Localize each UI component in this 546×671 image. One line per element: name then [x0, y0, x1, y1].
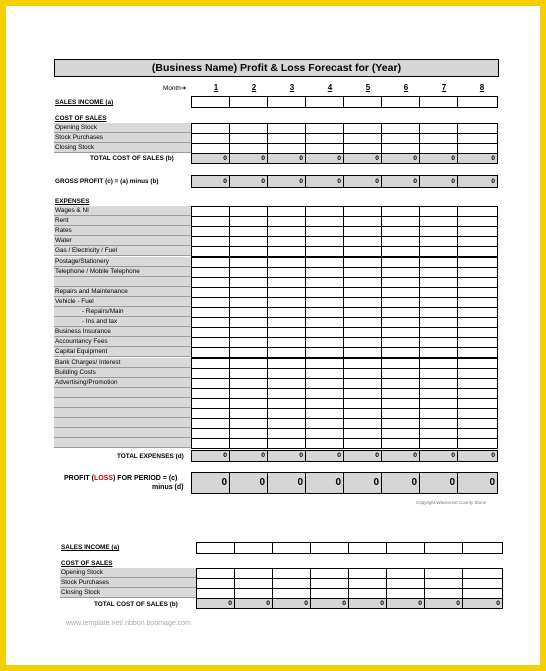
- cos-item-label: Opening Stock: [54, 123, 191, 133]
- expense-item-label: Wages & NI: [54, 206, 191, 216]
- expense-item-label: Water: [54, 236, 191, 246]
- profit-for-period-label: PROFIT (LOSS) FOR PERIOD = (c): [64, 475, 178, 482]
- second-total-cost-of-sales-label: TOTAL COST OF SALES (b): [94, 601, 178, 608]
- second-sales-income-cell[interactable]: [424, 542, 463, 554]
- second-sales-income-cell[interactable]: [462, 542, 503, 554]
- second-sales-income-cell[interactable]: [348, 542, 387, 554]
- month-number-1: 1: [213, 83, 219, 92]
- total-cost-of-sales-cell[interactable]: 0: [419, 153, 458, 164]
- sales-income-cell[interactable]: [229, 96, 268, 108]
- spreadsheet-page: [6, 6, 540, 665]
- expense-item-label: Building Costs: [54, 368, 191, 378]
- cos-item-label: Closing Stock: [54, 143, 191, 153]
- second-cos-item-label: Closing Stock: [60, 588, 196, 598]
- total-expenses-cell[interactable]: 0: [305, 450, 344, 462]
- expense-item-label: [54, 398, 191, 408]
- gross-profit-cell[interactable]: 0: [381, 175, 420, 188]
- expense-item-label: Vehicle - Fuel: [54, 297, 191, 307]
- expense-item-label: Business Insurance: [54, 327, 191, 337]
- expense-item-label: [54, 388, 191, 398]
- second-total-cost-of-sales-cell[interactable]: 0: [348, 598, 387, 609]
- expense-item-label: Advertising/Promotion: [54, 378, 191, 388]
- month-number-8: 8: [479, 83, 485, 92]
- gross-profit-cell[interactable]: 0: [229, 175, 268, 188]
- expense-item-label: Bank Charges/ Interest: [54, 358, 191, 368]
- total-expenses-cell[interactable]: 0: [191, 450, 230, 462]
- profit-for-period-cell[interactable]: 0: [305, 472, 344, 494]
- page-title: (Business Name) Profit & Loss Forecast for (Year): [54, 59, 499, 77]
- total-expenses-cell[interactable]: 0: [229, 450, 268, 462]
- expense-item-label: Repairs and Maintenance: [54, 287, 191, 297]
- second-cos-item-label: Opening Stock: [60, 568, 196, 578]
- month-number-4: 4: [327, 83, 333, 92]
- sales-income-cell[interactable]: [457, 96, 498, 108]
- second-total-cost-of-sales-cell[interactable]: 0: [196, 598, 235, 609]
- profit-for-period-cell[interactable]: 0: [457, 472, 498, 494]
- expense-item-label: [54, 438, 191, 448]
- profit-for-period-cell[interactable]: 0: [229, 472, 268, 494]
- month-label: Month➔: [163, 85, 187, 92]
- expenses-cell[interactable]: [267, 438, 306, 449]
- expense-item-label: Telephone / Mobile Telephone: [54, 267, 191, 277]
- expense-item-label: Postage/Stationery: [54, 257, 191, 267]
- expenses-cell[interactable]: [457, 438, 498, 449]
- second-total-cost-of-sales-cell[interactable]: 0: [462, 598, 503, 609]
- second-total-cost-of-sales-cell[interactable]: 0: [234, 598, 273, 609]
- total-cost-of-sales-cell[interactable]: 0: [381, 153, 420, 164]
- watermark-text: www.template.net/.ribbon.boomage.com: [66, 620, 191, 627]
- expenses-cell[interactable]: [191, 438, 230, 449]
- sales-income-cell[interactable]: [419, 96, 458, 108]
- month-number-6: 6: [403, 83, 409, 92]
- second-sales-income-cell[interactable]: [310, 542, 349, 554]
- sales-income-cell[interactable]: [381, 96, 420, 108]
- sales-income-cell[interactable]: [191, 96, 230, 108]
- expense-item-label: [54, 428, 191, 438]
- sales-income-cell[interactable]: [267, 96, 306, 108]
- month-number-2: 2: [251, 83, 257, 92]
- second-sales-income-label: SALES INCOME (a): [61, 544, 120, 551]
- total-expenses-cell[interactable]: 0: [381, 450, 420, 462]
- cos-item-label: Stock Purchases: [54, 133, 191, 143]
- cost-of-sales-heading: COST OF SALES: [55, 115, 107, 122]
- expense-item-label: Rent: [54, 216, 191, 226]
- total-expenses-cell[interactable]: 0: [419, 450, 458, 462]
- gross-profit-cell[interactable]: 0: [457, 175, 498, 188]
- expenses-heading: EXPENSES: [55, 198, 90, 205]
- second-sales-income-cell[interactable]: [386, 542, 425, 554]
- total-cost-of-sales-cell[interactable]: 0: [343, 153, 382, 164]
- profit-for-period-cell[interactable]: 0: [191, 472, 230, 494]
- total-cost-of-sales-label: TOTAL COST OF SALES (b): [90, 155, 174, 162]
- gross-profit-cell[interactable]: 0: [267, 175, 306, 188]
- second-total-cost-of-sales-cell[interactable]: 0: [310, 598, 349, 609]
- profit-minus-label: minus (d): [152, 484, 184, 491]
- copyright-note: Copyright Wavecrest County Stone: [416, 500, 487, 505]
- sales-income-cell[interactable]: [343, 96, 382, 108]
- total-expenses-label: TOTAL EXPENSES (d): [117, 453, 184, 460]
- profit-for-period-cell[interactable]: 0: [381, 472, 420, 494]
- expenses-cell[interactable]: [305, 438, 344, 449]
- profit-for-period-cell[interactable]: 0: [267, 472, 306, 494]
- expenses-cell[interactable]: [381, 438, 420, 449]
- expense-item-label: Gas / Electricity / Fuel: [54, 246, 191, 256]
- expense-item-label: [54, 418, 191, 428]
- expense-item-label: [54, 277, 191, 287]
- gross-profit-label: GROSS PROFIT (c) = (a) minus (b): [55, 178, 159, 185]
- second-cost-of-sales-heading: COST OF SALES: [61, 560, 113, 567]
- profit-for-period-cell[interactable]: 0: [343, 472, 382, 494]
- total-cost-of-sales-cell[interactable]: 0: [457, 153, 498, 164]
- expense-item-label: Capital Equipment: [54, 347, 191, 357]
- profit-for-period-cell[interactable]: 0: [419, 472, 458, 494]
- expense-item-label: [54, 408, 191, 418]
- sales-income-label: SALES INCOME (a): [55, 99, 114, 106]
- expenses-cell[interactable]: [419, 438, 458, 449]
- second-sales-income-cell[interactable]: [196, 542, 235, 554]
- gross-profit-cell[interactable]: 0: [305, 175, 344, 188]
- second-sales-income-cell[interactable]: [272, 542, 311, 554]
- gross-profit-cell[interactable]: 0: [419, 175, 458, 188]
- expense-item-label: Accountancy Fees: [54, 337, 191, 347]
- expense-item-label: Rates: [54, 226, 191, 236]
- expense-item-label: - Ins and tax: [54, 317, 191, 327]
- sales-income-cell[interactable]: [305, 96, 344, 108]
- total-cost-of-sales-cell[interactable]: 0: [305, 153, 344, 164]
- expenses-cell[interactable]: [343, 438, 382, 449]
- total-expenses-cell[interactable]: 0: [267, 450, 306, 462]
- month-number-3: 3: [289, 83, 295, 92]
- gross-profit-cell[interactable]: 0: [191, 175, 230, 188]
- total-cost-of-sales-cell[interactable]: 0: [267, 153, 306, 164]
- expense-item-label: - Repairs/Main: [54, 307, 191, 317]
- second-sales-income-cell[interactable]: [234, 542, 273, 554]
- second-total-cost-of-sales-cell[interactable]: 0: [386, 598, 425, 609]
- total-cost-of-sales-cell[interactable]: 0: [191, 153, 230, 164]
- expenses-cell[interactable]: [229, 438, 268, 449]
- second-cos-item-label: Stock Purchases: [60, 578, 196, 588]
- month-number-7: 7: [441, 83, 447, 92]
- total-expenses-cell[interactable]: 0: [343, 450, 382, 462]
- total-expenses-cell[interactable]: 0: [457, 450, 498, 462]
- gross-profit-cell[interactable]: 0: [343, 175, 382, 188]
- second-total-cost-of-sales-cell[interactable]: 0: [424, 598, 463, 609]
- second-total-cost-of-sales-cell[interactable]: 0: [272, 598, 311, 609]
- total-cost-of-sales-cell[interactable]: 0: [229, 153, 268, 164]
- month-number-5: 5: [365, 83, 371, 92]
